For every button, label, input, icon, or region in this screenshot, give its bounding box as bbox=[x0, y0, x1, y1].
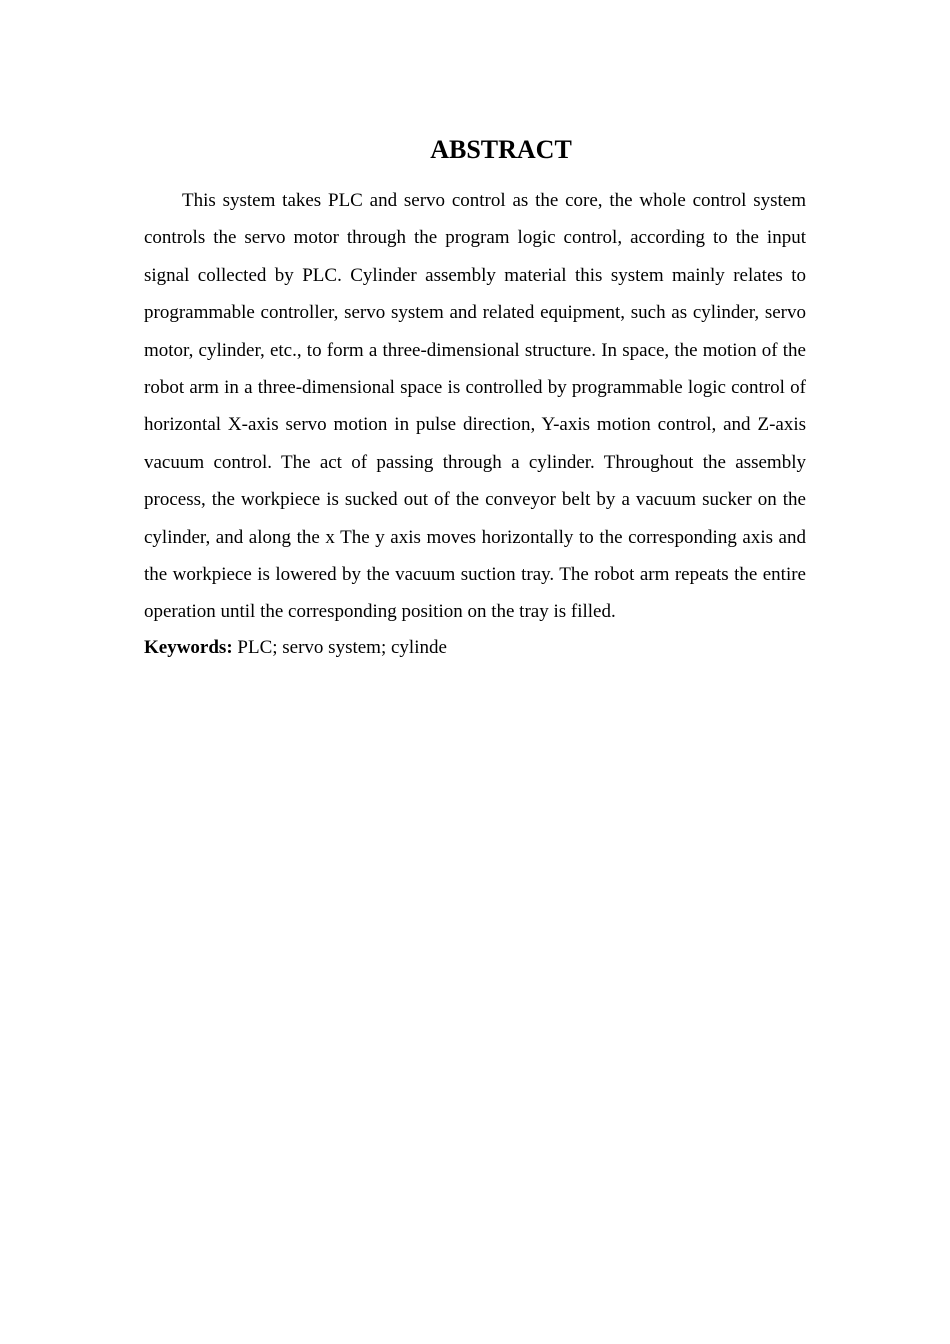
keywords-label: Keywords: bbox=[144, 637, 233, 658]
keywords-line bbox=[144, 632, 806, 664]
keywords-value: PLC; servo system; cylinde bbox=[237, 637, 447, 658]
abstract-body-paragraph: This system takes PLC and servo control as the core, the whole control system controls the servo motor through the program logic control, according to the input signal collected by PLC. Cylinder assembly material this system mainly relates to programmable controller, servo system and related equipment, such as cylinder, servo motor, cylinder, etc., to form a three-dimensional structure. In space, the motion of the robot arm in a three-dimensional space is controlled by programmable logic control of horizontal X-axis servo motion in pulse direction, Y-axis motion control, and Z-axis vacuum control. The act of passing through a cylinder. Throughout the assembly process, the workpiece is sucked out of the conveyor belt by a vacuum sucker on the cylinder, and along the x The y axis moves horizontally to the corresponding axis and the workpiece is lowered by the vacuum suction tray. The robot arm repeats the entire operation until the corresponding position on the tray is filled. bbox=[144, 190, 806, 623]
abstract-heading: ABSTRACT bbox=[430, 135, 572, 164]
